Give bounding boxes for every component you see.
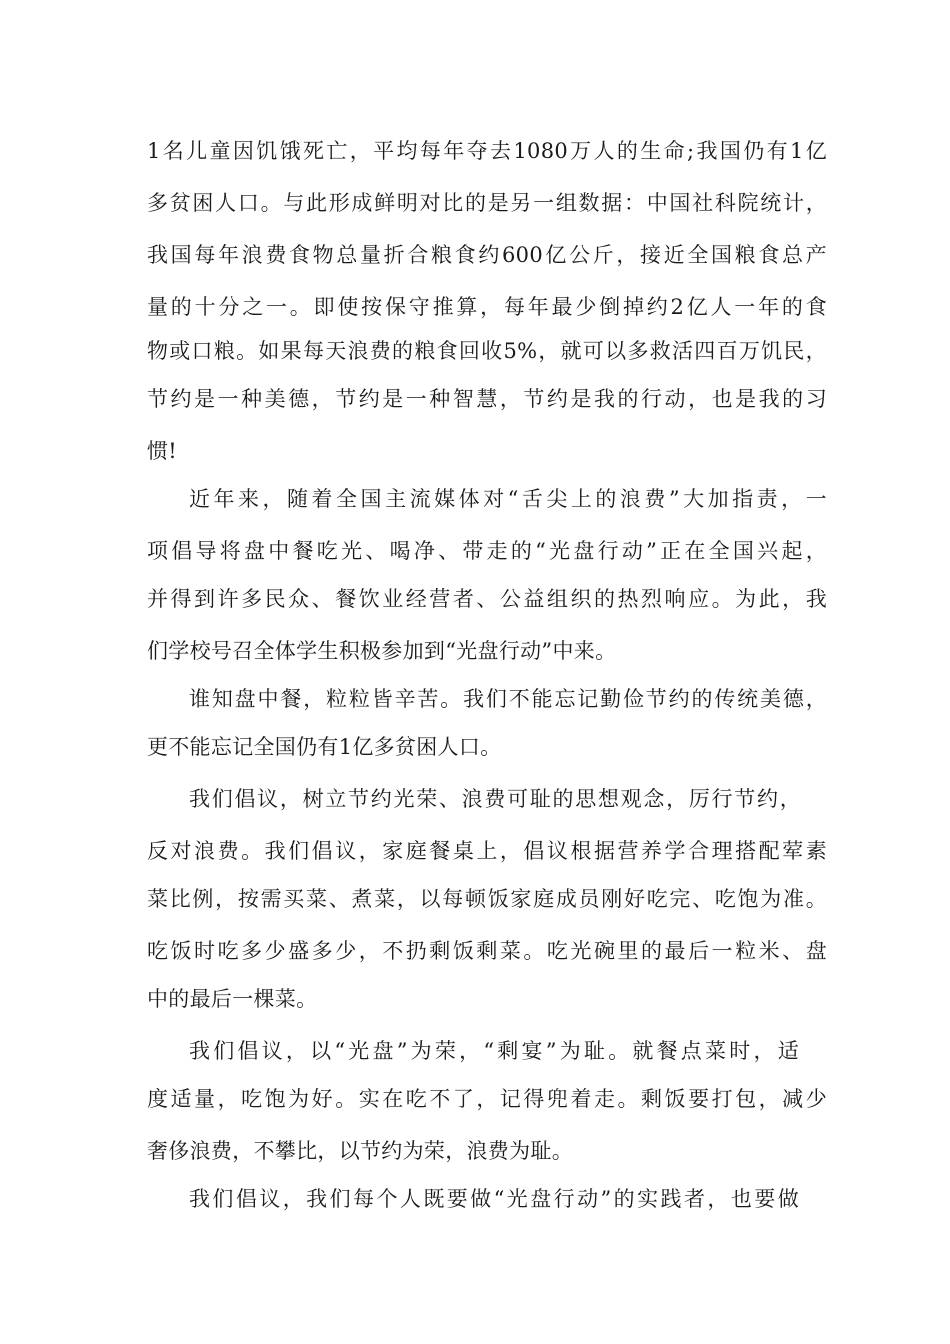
text-line: 们学校号召全体学生积极参加到“光盘行动”中来。 (147, 639, 617, 663)
text-line: 节约是一种美德，节约是一种智慧，节约是我的行动，也是我的习 (147, 387, 827, 411)
text-line: 中的最后一棵菜。 (147, 987, 318, 1011)
paragraph-start-line: 我们倡议，我们每个人既要做“光盘行动”的实践者，也要做 (189, 1187, 799, 1211)
text-line: 惯! (147, 439, 178, 463)
text-line: 吃饭时吃多少盛多少，不扔剩饭剩菜。吃光碗里的最后一粒米、盘 (147, 939, 827, 963)
text-line: 菜比例，按需买菜、煮菜，以每顿饭家庭成员刚好吃完、吃饱为准。 (147, 887, 827, 911)
text-line: 更不能忘记全国仍有1亿多贫困人口。 (147, 735, 502, 759)
text-line: 多贫困人口。与此形成鲜明对比的是另一组数据：中国社科院统计， (147, 191, 827, 215)
paragraph-start-line: 谁知盘中餐，粒粒皆辛苦。我们不能忘记勤俭节约的传统美德， (189, 687, 827, 711)
paragraph-start-line: 近年来，随着全国主流媒体对“舌尖上的浪费”大加指责，一 (189, 487, 827, 511)
paragraph-start-line: 我们倡议，树立节约光荣、浪费可耻的思想观念，厉行节约， (189, 787, 801, 811)
text-line: 量的十分之一。即使按保守推算，每年最少倒掉约2亿人一年的食 (147, 295, 827, 319)
text-line: 度适量，吃饱为好。实在吃不了，记得兜着走。剩饭要打包，减少 (147, 1087, 827, 1111)
text-line: 项倡导将盘中餐吃光、喝净、带走的“光盘行动”正在全国兴起， (147, 539, 827, 563)
text-line: 我国每年浪费食物总量折合粮食约600亿公斤，接近全国粮食总产 (147, 243, 827, 267)
text-line: 反对浪费。我们倡议，家庭餐桌上，倡议根据营养学合理搭配荤素 (147, 839, 827, 863)
text-line: 1名儿童因饥饿死亡，平均每年夺去1080万人的生命;我国仍有1亿 (147, 139, 827, 163)
text-line: 并得到许多民众、餐饮业经营者、公益组织的热烈响应。为此，我 (147, 587, 827, 611)
text-line: 奢侈浪费，不攀比，以节约为荣，浪费为耻。 (147, 1139, 573, 1163)
paragraph-start-line: 我们倡议，以“光盘”为荣，“剩宴”为耻。就餐点菜时，适 (189, 1039, 799, 1063)
text-line: 物或口粮。如果每天浪费的粮食回收5%，就可以多救活四百万饥民， (147, 339, 827, 363)
